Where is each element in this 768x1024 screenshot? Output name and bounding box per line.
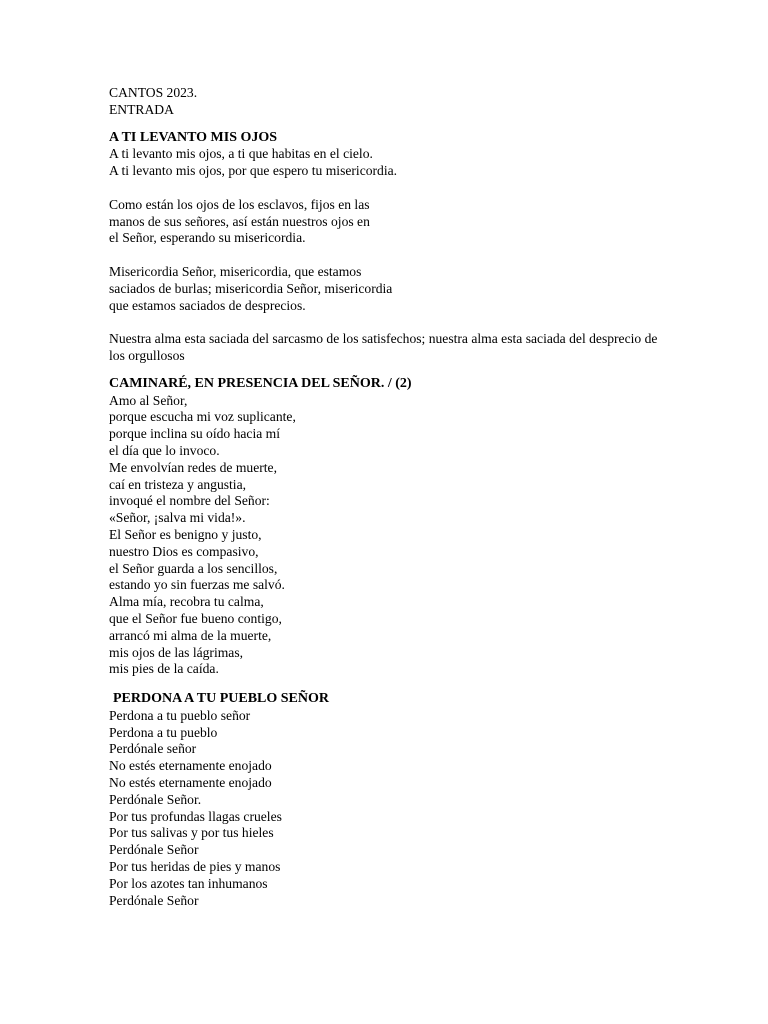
document-title: CANTOS 2023. [109, 85, 198, 100]
spacer [109, 365, 709, 376]
lyric-line: Perdona a tu pueblo [109, 724, 218, 740]
lyric-paragraph: Nuestra alma esta saciada del sarcasmo de los satisfechos; nuestra alma esta saciada del desprecio de los orgullosos [109, 331, 658, 363]
lyric-line: arrancó mi alma de la muerte, [109, 627, 272, 643]
lyric-line: saciados de burlas; misericordia Señor, misericordia [109, 280, 393, 296]
lyric-line: A ti levanto mis ojos, por que espero tu misericordia. [109, 163, 398, 179]
spacer [109, 678, 709, 691]
lyric-line: Alma mía, recobra tu calma, [109, 594, 264, 610]
lyric-line: manos de sus señores, así están nuestros ojos en [109, 213, 370, 229]
spacer [109, 119, 709, 130]
lyric-line: Por tus heridas de pies y manos [109, 859, 281, 875]
lyric-line: Me envolvían redes de muerte, [109, 459, 277, 475]
lyric-line: Misericordia Señor, misericordia, que estamos [109, 263, 362, 279]
lyric-line: que el Señor fue bueno contigo, [109, 610, 282, 626]
lyric-line: el Señor guarda a los sencillos, [109, 560, 278, 576]
lyric-line: Perdónale señor [109, 741, 197, 757]
lyric-line: El Señor es benigno y justo, [109, 526, 262, 542]
lyric-line: Amo al Señor, [109, 392, 188, 408]
lyric-line: Por tus profundas llagas crueles [109, 808, 282, 824]
lyric-line: Por tus salivas y por tus hieles [109, 825, 274, 841]
lyric-line: el Señor, esperando su misericordia. [109, 230, 306, 246]
lyric-line: nuestro Dios es compasivo, [109, 543, 259, 559]
lyric-line: estando yo sin fuerzas me salvó. [109, 577, 285, 593]
lyric-line: que estamos saciados de desprecios. [109, 297, 306, 313]
lyric-line: «Señor, ¡salva mi vida!». [109, 510, 246, 526]
lyric-line: el día que lo invoco. [109, 442, 220, 458]
lyric-line: porque inclina su oído hacia mí [109, 426, 281, 442]
lyric-line: Como están los ojos de los esclavos, fijos en las [109, 196, 370, 212]
lyric-line: A ti levanto mis ojos, a ti que habitas en el cielo. [109, 146, 373, 162]
lyric-line: Perdónale Señor. [109, 791, 202, 807]
song-title: PERDONA A TU PUEBLO SEÑOR [113, 691, 330, 707]
lyric-line: Perdónale Señor [109, 892, 199, 908]
song-title: A TI LEVANTO MIS OJOS [109, 129, 278, 145]
lyric-line: Por los azotes tan inhumanos [109, 875, 268, 891]
document-section-label: ENTRADA [109, 101, 174, 117]
document-page [109, 85, 709, 909]
lyric-line: invoqué el nombre del Señor: [109, 493, 270, 509]
lyric-line: No estés eternamente enojado [109, 775, 272, 791]
lyric-line: mis ojos de las lágrimas, [109, 644, 244, 660]
spacer [109, 247, 709, 264]
song-title: CAMINARÉ, EN PRESENCIA DEL SEÑOR. / (2) [109, 375, 412, 391]
lyric-line: Perdónale Señor [109, 842, 199, 858]
lyric-line: porque escucha mi voz suplicante, [109, 409, 296, 425]
spacer [109, 314, 709, 331]
lyric-line: mis pies de la caída. [109, 661, 219, 677]
spacer [109, 180, 709, 197]
lyric-line: No estés eternamente enojado [109, 758, 272, 774]
lyric-line: caí en tristeza y angustia, [109, 476, 247, 492]
lyric-line: Perdona a tu pueblo señor [109, 707, 251, 723]
